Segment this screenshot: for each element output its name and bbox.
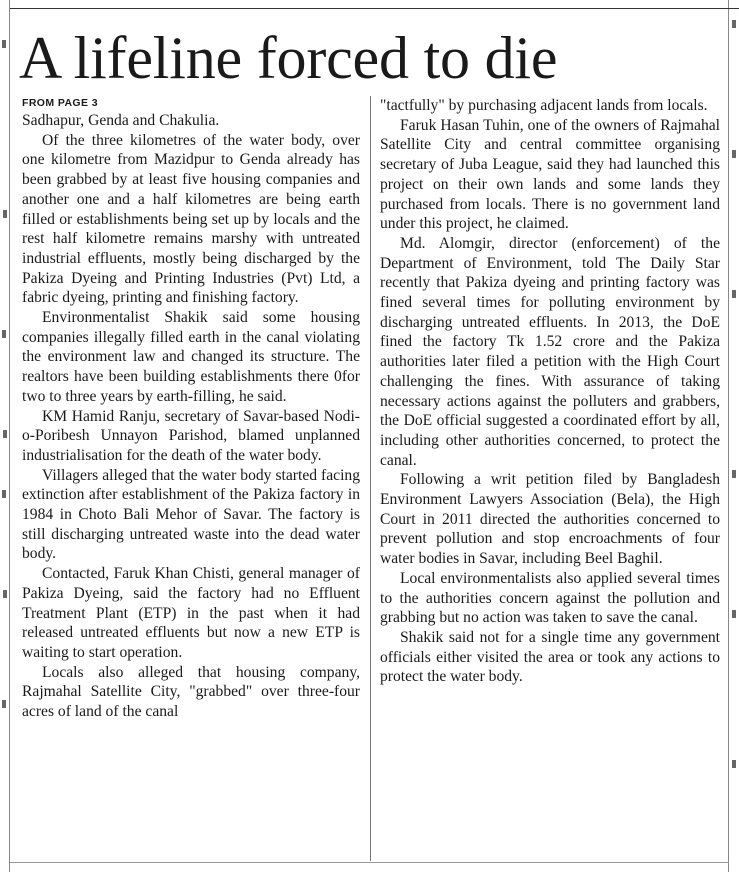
paragraph: Villagers alleged that the water body started facing extinction after establishment of the Pakiza factory in 1984 in Choto Bali Mehor of Savar. The factory is still discharging untreated waste into the dead water body.: [22, 466, 360, 563]
paragraph: KM Hamid Ranju, secretary of Savar-based Nodi- o-Poribesh Unnayon Parishod, blamed unplanned industrialisation for the death of the water body.: [22, 407, 360, 464]
paragraph: Md. Alomgir, director (enforcement) of the Department of Environment, told The Daily Star recently that Pakiza dyeing and printing factory was fined several times for polluting environment by discharging untreated effluents. In 2013, the DoE fined the factory Tk 1.52 crore and the Pakiza authorities later filed a petition with the High Court challenging the fines. With assurance of taking necessary actions against the polluters and grabbers, the DoE official suggested a coordinated effort by all, including other authorities concerned, to protect the canal.: [380, 234, 720, 469]
column-divider: [370, 96, 371, 861]
paragraph: Shakik said not for a single time any government officials either visited the area or took any actions to protect the water body.: [380, 628, 720, 686]
paragraph: Following a writ petition filed by Bangladesh Environment Lawyers Association (Bela), the High Court in 2011 directed the authorities concerned to prevent pollution and stop encroachments of four water bodies in Savar, including Beel Baghil.: [380, 471, 720, 568]
top-rule: [10, 8, 739, 9]
paragraph: Environmentalist Shakik said some housing companies illegally filled earth in the canal violating the environment law and changed its structure. The realtors have been building establishments there 0for two to three years by earth-filling, he said.: [22, 309, 360, 405]
right-margin-strip: [728, 0, 739, 872]
paragraph: Of the three kilometres of the water body, over one kilometre from Mazidpur to Genda already has been grabbed by at least five housing companies and another one and a half kilometres are being earth filled or establishments being set up by locals and the rest half kilometre remains marshy with untreated industrial effluents, mostly being discharged by the Pakiza Dyeing and Printing Industries (Pvt) Ltd, a fabric dyeing, printing and finishing factory.: [22, 131, 360, 307]
article-column-left: [22, 96, 360, 722]
continuation-label: FROM PAGE 3: [22, 97, 98, 109]
headline: A lifeline forced to die: [19, 25, 558, 91]
left-margin-strip: [0, 0, 10, 872]
bottom-rule: [10, 862, 729, 863]
paragraph: Faruk Hasan Tuhin, one of the owners of Rajmahal Satellite City and central committee organising secretary of Juba League, said they had launched this project on their own lands and some lands they purchased from locals. There is no government land under this project, he claimed.: [380, 116, 720, 233]
paragraph: Locals also alleged that housing company, Rajmahal Satellite City, "grabbed" over three-four acres of land of the canal: [22, 663, 360, 721]
paragraph: "tactfully" by purchasing adjacent lands from locals.: [380, 97, 708, 114]
article-column-right: [380, 96, 720, 687]
paragraph: Local environmentalists also applied several times to the authorities concern against the pollution and grabbing but no action was taken to save the canal.: [380, 569, 720, 627]
paragraph: Contacted, Faruk Khan Chisti, general manager of Pakiza Dyeing, said the factory had no Effluent Treatment Plant (ETP) in the past when it had released untreated effluents but now a new ETP is waiting to start operation.: [22, 565, 360, 661]
paragraph: Sadhapur, Genda and Chakulia.: [22, 112, 220, 129]
